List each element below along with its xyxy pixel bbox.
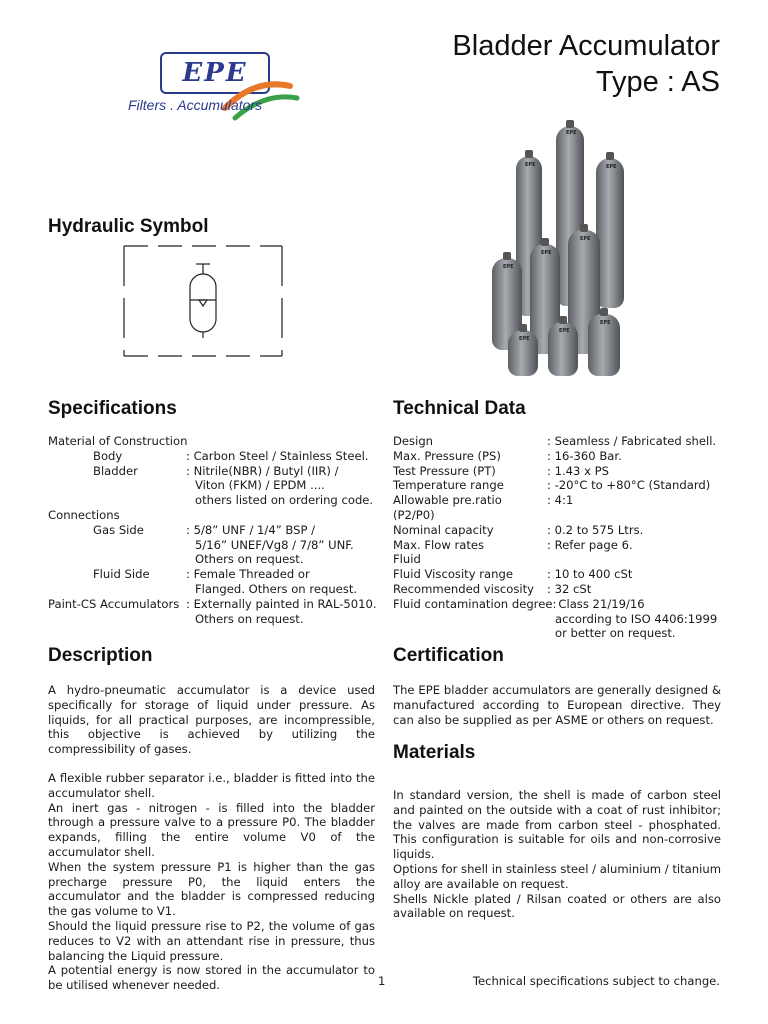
valve-cap-icon: [600, 308, 608, 316]
description-paragraph: A potential energy is now stored in the accumulator to be utilised whenever needed.: [48, 963, 375, 993]
cylinder-label: EPE: [519, 336, 530, 342]
tech-row-contamination: [393, 597, 733, 612]
page-title: [452, 28, 720, 100]
materials-heading: Materials: [393, 742, 476, 763]
tech-label: Fluid contamination degree:: [393, 596, 557, 611]
valve-cap-icon: [519, 324, 527, 332]
spec-row-bladder: [48, 464, 378, 479]
description-paragraph: Should the liquid pressure rise to P2, the volume of gas reduces to V2 with an attendant rise in pressure, thus balancing the Liquid pressure.: [48, 918, 375, 963]
spec-label: Bladder: [93, 463, 138, 478]
tech-row: [393, 464, 733, 479]
tech-row: [393, 538, 733, 553]
spec-value-continued: Flanged. Others on request.: [195, 581, 358, 596]
spec-value: : Externally painted in RAL-5010.: [186, 596, 377, 611]
materials-paragraph: Shells Nickle plated / Rilsan coated or others are also available on request.: [393, 891, 721, 921]
valve-cap-icon: [525, 150, 533, 158]
materials-paragraph: In standard version, the shell is made of carbon steel and painted on the outside with a coat of rust inhibitor; the valves are made from carbon steel - phosphated. This configuration is suitable for oils and non-corrosive liquids.: [393, 788, 721, 862]
description-paragraph: A hydro-pneumatic accumulator is a device used specifically for storage of liquid under pressure. As liquids, for all practical purposes, are incompressible, this objective is achieved by utilizing the compressibility of gases.: [48, 683, 375, 757]
technical-data-block: [393, 434, 733, 641]
tech-row: [393, 449, 733, 464]
spec-row-gas-side: [48, 523, 378, 538]
tech-value: : 10 to 400 cSt: [547, 567, 633, 582]
tech-value: : Seamless / Fabricated shell.: [547, 434, 717, 448]
tech-row: [393, 523, 733, 538]
material-heading: Material of Construction: [48, 434, 188, 448]
cylinder-label: EPE: [541, 250, 552, 256]
description-text: [48, 683, 375, 993]
spec-label: Fluid Side: [93, 567, 150, 582]
tech-value: : 32 cSt: [547, 581, 592, 596]
tech-label: Fluid: [393, 552, 421, 567]
valve-cap-icon: [541, 238, 549, 246]
hydraulic-symbol-diagram: [118, 238, 288, 362]
tech-label: Max. Pressure (PS): [393, 448, 501, 463]
logo-tagline: Filters . Accumulators: [128, 97, 263, 113]
tech-label: Max. Flow rates: [393, 537, 485, 552]
tech-value: [547, 552, 733, 567]
technical-data-heading: Technical Data: [393, 398, 526, 419]
spec-row-fluid-side: [48, 567, 378, 582]
tech-value: : Refer page 6.: [547, 537, 633, 552]
tech-label: Nominal capacity: [393, 522, 494, 537]
tech-value-continued: according to ISO 4406:1999: [555, 611, 718, 626]
spec-label: Paint-CS Accumulators: [48, 596, 180, 611]
title-line-2: Type : AS: [595, 66, 720, 98]
cylinder-label: EPE: [566, 130, 577, 136]
tech-row: [393, 582, 733, 597]
certification-paragraph: The EPE bladder accumulators are generally designed & manufactured according to European directive. They can also be supplied as per ASME or others on request.: [393, 683, 721, 727]
hydraulic-symbol-heading: Hydraulic Symbol: [48, 216, 209, 237]
cylinder-label: EPE: [503, 264, 514, 270]
tech-label: Recommended viscosity: [393, 581, 534, 596]
spec-value-continued: Others on request.: [195, 552, 304, 567]
spec-value: : Nitrile(NBR) / Butyl (IIR) /: [186, 463, 339, 478]
tech-label: Allowable pre.ratio (P2/P0): [393, 493, 502, 522]
tech-label: Test Pressure (PT): [393, 463, 496, 478]
specifications-heading: Specifications: [48, 398, 177, 419]
spec-row-body: [48, 449, 378, 464]
spec-value-continued: Others on request.: [195, 611, 304, 626]
cylinder-label: EPE: [606, 164, 617, 170]
spec-value: : Carbon Steel / Stainless Steel.: [186, 448, 369, 463]
footer-note: Technical specifications subject to change.: [472, 974, 720, 988]
valve-cap-icon: [503, 252, 511, 260]
tech-label: Design: [393, 434, 434, 448]
valve-cap-icon: [559, 316, 567, 324]
tech-label: Temperature range: [393, 478, 504, 493]
spec-value-continued: Viton (FKM) / EPDM ....: [195, 478, 325, 493]
tech-value-continued: or better on request.: [555, 626, 676, 641]
spec-label: Body: [93, 448, 123, 463]
title-line-1: Bladder Accumulator: [452, 30, 720, 62]
specifications-block: [48, 434, 378, 626]
tech-value: : 4:1: [547, 493, 574, 508]
description-heading: Description: [48, 645, 153, 666]
materials-paragraph: Options for shell in stainless steel / aluminium / titanium alloy are available on request.: [393, 861, 721, 891]
cylinder-label: EPE: [525, 162, 536, 168]
tech-value: : -20°C to +80°C (Standard): [547, 478, 711, 493]
cylinder-label: EPE: [600, 320, 611, 326]
tech-row: [393, 478, 733, 493]
tech-value: : 16-360 Bar.: [547, 448, 622, 463]
materials-text: [393, 788, 721, 921]
spec-label: Gas Side: [93, 522, 144, 537]
certification-heading: Certification: [393, 645, 504, 666]
tech-value: : 1.43 x PS: [547, 463, 609, 478]
page-number: 1: [378, 974, 386, 988]
accumulator-product-image: [488, 118, 628, 378]
valve-cap-icon: [580, 224, 588, 232]
description-paragraph: An inert gas - nitrogen - is filled into the bladder through a pressure valve to a pressure P0. The bladder expands, filling the entire volume V0 of the accumulator shell.: [48, 800, 375, 859]
tech-row: [393, 567, 733, 582]
tech-row: [393, 552, 733, 567]
spec-value: : 5/8” UNF / 1/4” BSP /: [186, 522, 316, 537]
tech-value: Class 21/19/16: [558, 596, 645, 611]
cylinder-label: EPE: [580, 236, 591, 242]
cylinder-label: EPE: [559, 328, 570, 334]
technical-data-rows: [393, 434, 733, 597]
spec-value-continued: 5/16” UNEF/Vg8 / 7/8” UNF.: [195, 537, 354, 552]
description-paragraph: A flexible rubber separator i.e., bladder is fitted into the accumulator shell.: [48, 770, 375, 800]
description-paragraph: When the system pressure P1 is higher than the gas precharge pressure P0, the liquid enters the accumulator and the bladder is compressed reducing the gas volume to V1.: [48, 859, 375, 919]
connections-heading: Connections: [48, 507, 120, 522]
valve-cap-icon: [606, 152, 614, 160]
valve-cap-icon: [566, 120, 574, 128]
spec-value-continued: others listed on ordering code.: [195, 493, 374, 508]
spec-row-paint: [48, 597, 378, 612]
tech-label: Fluid Viscosity range: [393, 567, 513, 582]
tech-row: [393, 493, 733, 523]
accumulator-cylinder: [596, 158, 624, 308]
logo-mark: EPE: [160, 52, 270, 94]
tech-value: : 0.2 to 575 Ltrs.: [547, 522, 644, 537]
spec-value: : Female Threaded or: [186, 567, 310, 582]
tech-row: [393, 434, 733, 449]
certification-text: [393, 683, 721, 727]
